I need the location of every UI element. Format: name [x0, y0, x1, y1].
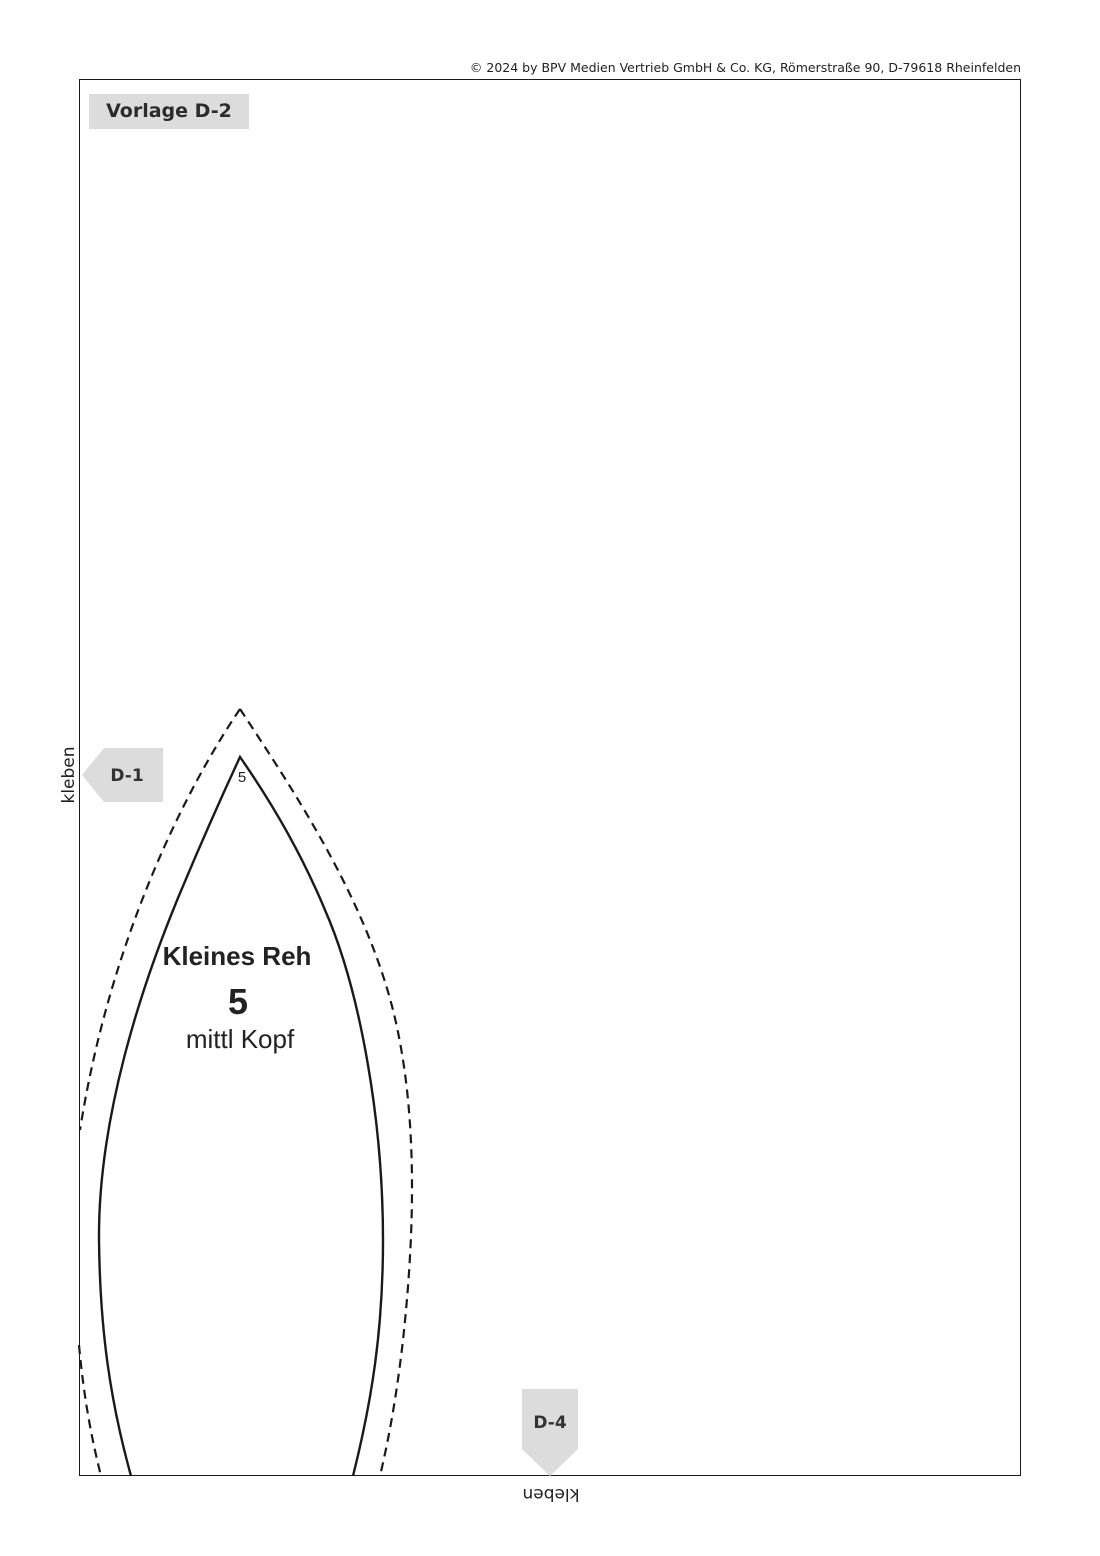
template-label: Vorlage D-2 — [89, 94, 249, 129]
pattern-number: 5 — [227, 981, 249, 1022]
pattern-subtitle: mittl Kopf — [185, 1024, 295, 1054]
glue-text-bottom: kleben — [522, 1484, 580, 1504]
pattern-title: Kleines Reh — [162, 941, 312, 971]
join-marker-bottom-label: D-4 — [533, 1413, 567, 1433]
copyright-notice: © 2024 by BPV Medien Vertrieb GmbH & Co. KG, Römerstraße 90, D-79618 Rheinfelden — [469, 60, 1021, 75]
join-marker-left — [82, 748, 163, 802]
seam-allowance-outline — [79, 709, 412, 1476]
pattern-tip-number: 5 — [237, 769, 247, 786]
glue-text-left: kleben — [59, 746, 79, 804]
seam-allowance-left-lower — [79, 1345, 101, 1476]
join-marker-left-label: D-1 — [110, 766, 144, 786]
cut-line-outline — [99, 757, 383, 1476]
join-marker-bottom — [522, 1389, 578, 1476]
